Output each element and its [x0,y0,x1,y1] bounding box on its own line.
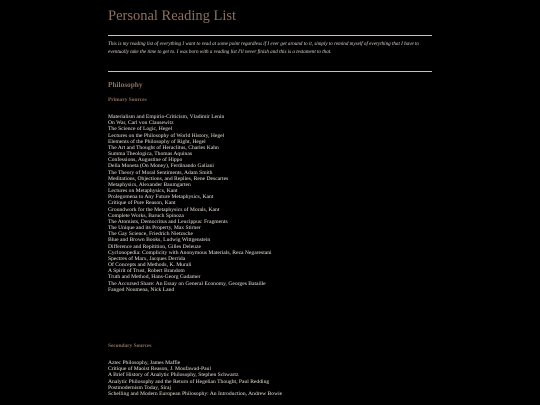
book-list-item: Complete Works, Baruch Spinoza [108,212,184,219]
book-list-item: Of Concepts and Methods, K. Murali [108,262,192,269]
book-list-item: Elements of the Philosophy of Right, Hegel [108,138,206,145]
book-list-item: The Accursed Share: An Essay on General Economy, Georges Bataille [108,280,266,287]
subsection-heading-secondary-sources: Secondary Sources [108,343,152,349]
book-list-item: The Atomists, Democritus and Leucippus: Fragments [108,218,228,225]
secondary-sources-list [108,360,282,397]
book-list-item: Groundwork for the Metaphysics of Morals, Kant [108,206,220,213]
book-list-item: Meditations, Objections, and Replies, Rene Descartes [108,175,229,182]
book-list-item: Fanged Noumena, Nick Land [108,286,175,293]
book-list-item: Critique of Maoist Reason, J. Moufawad-Paul [108,366,212,373]
book-list-item: Spectres of Marx, Jacques Derrida [108,255,186,262]
book-list-item: Schelling and Modern European Philosophy: An Introduction, Andrew Bowie [108,390,283,397]
book-list-item: The Gay Science, Friedrich Nietzsche [108,231,193,238]
book-list-item: A Brief History of Analytic Philosophy, Stephen Schwartz [108,372,239,379]
top-divider [108,35,432,36]
book-list-item: Prolegomena to Any Future Metaphysics, Kant [108,194,214,201]
intro-paragraph: This is my reading list of everything I want to read at some point regardless if I ever get around to it, simply to remind myself of everything that I have to eventually take the time to get to. I was born with a reading list I'll never finish and this is a testament to that. [108,41,419,55]
book-list-item: Confessions, Augustine of Hippo [108,157,183,164]
book-list-item: Materialism and Empirio-Criticism, Vladimir Lenin [108,114,225,120]
book-list-item: Metaphysics, Alexander Baumgarten [108,181,191,188]
book-list-item: Lectures on Metaphysics, Kant [108,188,178,195]
book-list-item: A Spirit of Trust, Robert Brandom [108,268,185,275]
book-list-item: Analytic Philosophy and the Return of Hegelian Thought, Paul Redding [108,378,270,385]
book-list-item: Summa Theologica, Thomas Aquinas [108,151,193,158]
book-list-item: Della Moneta (On Money), Ferdinando Galiani [108,163,214,170]
book-list-item: Critique of Pure Reason, Kant [108,200,176,207]
book-list-item: The Theory of Moral Sentiments, Adam Smith [108,169,213,176]
book-list-item: The Art and Thought of Heraclitus, Charles Kahn [108,144,219,151]
book-list-item: Truth and Method, Hans-Georg Gadamer [108,274,201,281]
primary-sources-list [108,114,272,293]
book-list-item: The Science of Logic, Hegel [108,126,173,133]
book-list-item: Blue and Brown Books, Ludwig Wittgenstein [108,237,211,244]
subsection-heading-primary-sources: Primary Sources [108,97,147,103]
book-list-item: Difference and Repitition, Gilles Deleuze [108,243,201,250]
book-list-item: The Unique and its Property, Max Stirner [108,225,201,232]
section-heading-philosophy: Philosophy [108,80,143,89]
book-list-item: Aztec Philosophy, James Maffie [108,360,181,366]
page-title: Personal Reading List [108,8,237,24]
book-list-item: Lectures on the Philosophy of World History, Hegel [108,132,225,139]
book-list-item: Postmodernism Today, Siraj [108,384,172,391]
book-list-item: On War, Carl von Clausewitz [108,120,174,127]
book-list-item: Cyclonopedia: Complicity with Anonymous Materials, Reza Negarestani [108,249,272,256]
intro-divider [108,71,432,72]
